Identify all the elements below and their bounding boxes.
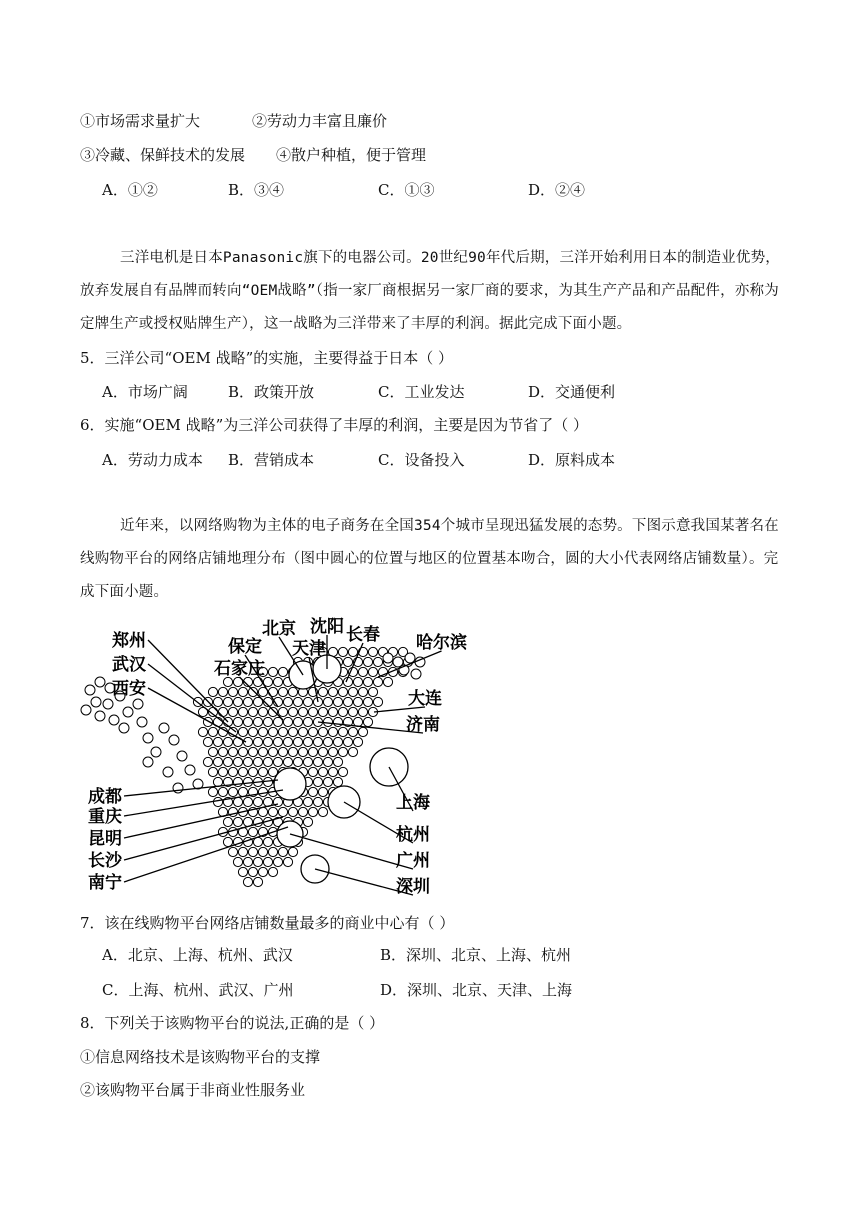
store-bubble — [348, 647, 357, 656]
store-bubble — [348, 707, 357, 716]
store-bubble — [228, 707, 237, 716]
q6-option-b: B．营销成本 — [228, 451, 315, 469]
store-bubble — [288, 747, 297, 756]
city-label: 大连 — [408, 689, 442, 709]
store-bubble — [318, 747, 327, 756]
q5-option-d: D．交通便利 — [528, 383, 616, 401]
store-bubble — [248, 687, 257, 696]
store-bubble — [298, 747, 307, 756]
store-bubble — [263, 857, 272, 866]
store-bubble — [223, 817, 232, 826]
store-bubble — [273, 677, 282, 686]
city-label: 沈阳 — [310, 617, 344, 637]
store-bubble — [308, 807, 317, 816]
store-bubble — [263, 737, 272, 746]
store-bubble — [283, 857, 292, 866]
store-bubble — [308, 767, 317, 776]
store-bubble — [258, 847, 267, 856]
city-label: 济南 — [406, 715, 440, 735]
store-bubble — [263, 717, 272, 726]
store-bubble — [278, 847, 287, 856]
store-bubble — [343, 697, 352, 706]
store-bubble — [283, 697, 292, 706]
q4-item-3: ③冷藏、保鲜技术的发展 — [80, 146, 246, 164]
store-bubble — [228, 847, 237, 856]
store-bubble — [273, 757, 282, 766]
q4-option-b: B．③④ — [228, 181, 285, 199]
store-bubble — [338, 767, 347, 776]
store-bubble — [373, 657, 382, 666]
store-bubble — [338, 687, 347, 696]
store-bubble — [253, 757, 262, 766]
store-bubble — [185, 765, 195, 775]
store-bubble — [308, 727, 317, 736]
store-bubble — [348, 747, 357, 756]
store-bubble — [278, 807, 287, 816]
city-label: 杭州 — [396, 825, 430, 845]
store-bubble — [323, 757, 332, 766]
store-bubble — [278, 687, 287, 696]
q5-stem: 5．三洋公司“OEM 战略”的实施，主要得益于日本（ ） — [80, 349, 454, 367]
store-bubble — [298, 707, 307, 716]
store-bubble — [338, 727, 347, 736]
store-bubble — [208, 747, 217, 756]
store-bubble — [338, 707, 347, 716]
store-bubble — [318, 787, 327, 796]
store-bubble — [298, 727, 307, 736]
store-bubble — [253, 717, 262, 726]
q5-option-c: C．工业发达 — [378, 383, 465, 401]
store-bubble — [268, 747, 277, 756]
store-bubble — [323, 777, 332, 786]
store-bubble — [363, 717, 372, 726]
store-bubble — [383, 653, 393, 663]
store-bubble — [233, 857, 242, 866]
store-bubble — [338, 647, 347, 656]
store-bubble — [233, 717, 242, 726]
store-bubble — [248, 727, 257, 736]
store-bubble — [293, 717, 302, 726]
city-label: 郑州 — [112, 631, 146, 651]
store-bubble — [233, 697, 242, 706]
store-bubble — [303, 717, 312, 726]
q7-option-a: A．北京、上海、杭州、武汉 — [102, 946, 293, 964]
store-bubble — [293, 757, 302, 766]
store-bubble — [258, 867, 267, 876]
q4-option-c: C．①③ — [378, 181, 435, 199]
city-label: 昆明 — [88, 829, 122, 849]
store-bubble — [333, 757, 342, 766]
store-bubble — [233, 797, 242, 806]
store-bubble — [238, 707, 247, 716]
store-bubble — [253, 737, 262, 746]
city-label: 长沙 — [88, 851, 122, 871]
store-bubble — [238, 747, 247, 756]
passage-ecommerce: 近年来，以网络购物为主体的电子商务在全国354个城市呈现迅猛发展的态势。下图示意我国某著名在线购物平台的网络店铺地理分布（图中圆心的位置与地区的位置基本吻合，圆的大小代表网络店铺数量）。完成下面小题。 — [80, 518, 779, 600]
store-bubble — [223, 837, 232, 846]
store-bubble — [238, 867, 247, 876]
store-bubble — [333, 717, 342, 726]
store-bubble — [218, 747, 227, 756]
store-bubble — [283, 737, 292, 746]
city-label: 深圳 — [396, 877, 430, 897]
store-bubble — [208, 767, 217, 776]
store-bubble — [151, 747, 161, 757]
store-bubble — [258, 807, 267, 816]
store-bubble — [268, 727, 277, 736]
store-bubble — [233, 817, 242, 826]
store-bubble — [358, 667, 367, 676]
q4-item-1: ①市场需求量扩大 — [80, 112, 201, 130]
q5-option-a: A．市场广阔 — [102, 383, 188, 401]
store-bubble — [198, 727, 207, 736]
store-bubble — [268, 707, 277, 716]
store-bubble — [348, 687, 357, 696]
store-bubble — [233, 757, 242, 766]
q4-item-4: ④散户种植，便于管理 — [276, 146, 427, 164]
store-bubble — [213, 737, 222, 746]
store-bubble — [263, 837, 272, 846]
store-bubble — [293, 737, 302, 746]
store-bubble — [283, 717, 292, 726]
store-bubble — [248, 707, 257, 716]
store-bubble — [258, 787, 267, 796]
store-bubble — [343, 737, 352, 746]
store-bubble — [343, 657, 352, 666]
q7-stem: 7．该在线购物平台网络店铺数量最多的商业中心有（ ） — [80, 914, 455, 932]
store-bubble — [238, 767, 247, 776]
store-bubble — [273, 737, 282, 746]
store-bubble — [318, 707, 327, 716]
store-bubble — [228, 787, 237, 796]
q7-option-c: C．上海、杭州、武汉、广州 — [102, 981, 294, 999]
store-bubble — [268, 807, 277, 816]
store-bubble — [243, 877, 252, 886]
store-bubble — [233, 777, 242, 786]
q6-option-d: D．原料成本 — [528, 451, 616, 469]
store-bubble — [109, 715, 119, 725]
store-bubble — [228, 687, 237, 696]
store-bubble — [328, 687, 337, 696]
store-bubble — [358, 687, 367, 696]
store-distribution-map — [78, 612, 478, 902]
store-bubble — [248, 767, 257, 776]
store-bubble — [163, 767, 173, 777]
store-bubble — [288, 807, 297, 816]
store-bubble — [243, 797, 252, 806]
store-bubble — [213, 777, 222, 786]
store-bubble — [248, 827, 257, 836]
store-bubble — [288, 727, 297, 736]
store-bubble — [243, 757, 252, 766]
store-bubble — [358, 727, 367, 736]
store-bubble — [95, 677, 105, 687]
store-bubble — [318, 687, 327, 696]
store-bubble — [278, 667, 287, 676]
store-bubble — [123, 707, 133, 717]
store-bubble — [95, 711, 105, 721]
store-bubble — [313, 797, 322, 806]
store-bubble — [208, 727, 217, 736]
city-label: 重庆 — [88, 807, 122, 827]
q4-option-a: A．①② — [102, 181, 158, 199]
store-bubble — [323, 717, 332, 726]
store-bubble — [303, 697, 312, 706]
major-city-bubble — [274, 768, 306, 800]
city-label: 上海 — [396, 793, 430, 813]
store-bubble — [143, 757, 153, 767]
store-bubble — [103, 699, 113, 709]
store-bubble — [288, 687, 297, 696]
city-label: 石家庄 — [214, 659, 265, 679]
store-bubble — [278, 707, 287, 716]
city-label: 武汉 — [112, 655, 146, 675]
q8-stem: 8．下列关于该购物平台的说法,正确的是（ ） — [80, 1014, 385, 1032]
store-bubble — [228, 767, 237, 776]
store-bubble — [328, 707, 337, 716]
store-bubble — [208, 687, 217, 696]
store-bubble — [218, 687, 227, 696]
store-bubble — [223, 757, 232, 766]
store-bubble — [268, 847, 277, 856]
store-bubble — [411, 669, 421, 679]
store-bubble — [308, 707, 317, 716]
q4-item-2: ②劳动力丰富且廉价 — [252, 112, 388, 130]
store-bubble — [308, 747, 317, 756]
store-bubble — [303, 817, 312, 826]
store-bubble — [228, 747, 237, 756]
store-bubble — [323, 697, 332, 706]
store-bubble — [268, 867, 277, 876]
store-bubble — [243, 717, 252, 726]
store-bubble — [248, 747, 257, 756]
q7-option-d: D．深圳、北京、天津、上海 — [380, 981, 573, 999]
store-bubble — [373, 697, 382, 706]
store-bubble — [258, 707, 267, 716]
store-bubble — [298, 807, 307, 816]
store-bubble — [363, 677, 372, 686]
store-bubble — [238, 687, 247, 696]
q4-option-d: D．②④ — [528, 181, 586, 199]
store-bubble — [169, 735, 179, 745]
store-bubble — [273, 857, 282, 866]
store-bubble — [353, 677, 362, 686]
store-bubble — [313, 737, 322, 746]
store-bubble — [263, 757, 272, 766]
store-bubble — [353, 737, 362, 746]
q8-item-1: ①信息网络技术是该购物平台的支撑 — [80, 1048, 321, 1066]
city-label: 天津 — [292, 639, 326, 659]
store-bubble — [363, 657, 372, 666]
store-bubble — [293, 697, 302, 706]
store-bubble — [218, 767, 227, 776]
city-label: 哈尔滨 — [416, 633, 467, 653]
store-bubble — [137, 717, 147, 727]
store-bubble — [328, 767, 337, 776]
store-bubble — [318, 807, 327, 816]
store-bubble — [368, 667, 377, 676]
city-label: 广州 — [396, 851, 430, 871]
store-bubble — [278, 727, 287, 736]
store-bubble — [278, 747, 287, 756]
store-bubble — [218, 707, 227, 716]
q8-item-2: ②该购物平台属于非商业性服务业 — [80, 1081, 306, 1099]
store-bubble — [223, 697, 232, 706]
city-label: 保定 — [228, 637, 262, 657]
store-bubble — [238, 787, 247, 796]
store-bubble — [318, 767, 327, 776]
store-bubble — [91, 697, 101, 707]
store-bubble — [358, 707, 367, 716]
store-bubble — [405, 653, 415, 663]
store-bubble — [363, 697, 372, 706]
q6-stem: 6．实施“OEM 战略”为三洋公司获得了丰厚的利润，主要是因为节省了（ ） — [80, 416, 589, 434]
store-bubble — [208, 787, 217, 796]
store-bubble — [303, 797, 312, 806]
city-label: 北京 — [262, 619, 296, 639]
store-bubble — [213, 797, 222, 806]
store-bubble — [203, 737, 212, 746]
store-bubble — [218, 787, 227, 796]
store-bubble — [303, 757, 312, 766]
store-bubble — [328, 747, 337, 756]
store-bubble — [243, 857, 252, 866]
store-bubble — [333, 737, 342, 746]
store-bubble — [313, 777, 322, 786]
store-bubble — [248, 867, 257, 876]
q6-option-a: A．劳动力成本 — [102, 451, 203, 469]
store-bubble — [338, 747, 347, 756]
q7-option-b: B．深圳、北京、上海、杭州 — [380, 946, 572, 964]
store-bubble — [258, 767, 267, 776]
store-bubble — [258, 747, 267, 756]
store-bubble — [288, 847, 297, 856]
store-bubble — [268, 667, 277, 676]
q5-option-b: B．政策开放 — [228, 383, 315, 401]
store-bubble — [143, 733, 153, 743]
store-bubble — [258, 727, 267, 736]
store-bubble — [333, 697, 342, 706]
store-bubble — [248, 847, 257, 856]
store-bubble — [243, 697, 252, 706]
store-bubble — [383, 677, 392, 686]
store-bubble — [318, 727, 327, 736]
store-bubble — [373, 677, 382, 686]
store-bubble — [177, 751, 187, 761]
store-bubble — [368, 647, 377, 656]
passage-sanyo: 三洋电机是日本Panasonic旗下的电器公司。20世纪90年代后期，三洋开始利用日本的制造业优势，放弃发展自有品牌而转向“OEM战略”（指一家厂商根据另一家厂商的要求，为其生产产品和产品配件，亦称为定牌生产或授权贴牌生产），这一战略为三洋带来了丰厚的利润。据此完成下面小题。 — [80, 250, 780, 332]
store-bubble — [85, 685, 95, 695]
store-bubble — [253, 797, 262, 806]
store-bubble — [333, 777, 342, 786]
store-bubble — [159, 723, 169, 733]
store-bubble — [238, 847, 247, 856]
store-bubble — [283, 757, 292, 766]
store-bubble — [313, 757, 322, 766]
store-bubble — [81, 705, 91, 715]
store-bubble — [328, 727, 337, 736]
store-bubble — [133, 699, 143, 709]
q6-option-c: C．设备投入 — [378, 451, 465, 469]
store-bubble — [288, 707, 297, 716]
store-bubble — [303, 737, 312, 746]
store-bubble — [243, 777, 252, 786]
city-label: 长春 — [346, 625, 380, 645]
city-label: 南宁 — [88, 873, 122, 893]
store-bubble — [203, 757, 212, 766]
store-bubble — [213, 697, 222, 706]
city-label: 西安 — [112, 679, 146, 699]
city-label: 成都 — [88, 787, 122, 807]
store-bubble — [173, 783, 183, 793]
store-bubble — [223, 737, 232, 746]
store-bubble — [308, 787, 317, 796]
store-bubble — [353, 697, 362, 706]
store-bubble — [213, 757, 222, 766]
store-bubble — [253, 857, 262, 866]
store-bubble — [323, 737, 332, 746]
store-bubble — [348, 727, 357, 736]
store-bubble — [253, 877, 262, 886]
store-bubble — [368, 687, 377, 696]
store-bubble — [238, 727, 247, 736]
store-bubble — [119, 723, 129, 733]
